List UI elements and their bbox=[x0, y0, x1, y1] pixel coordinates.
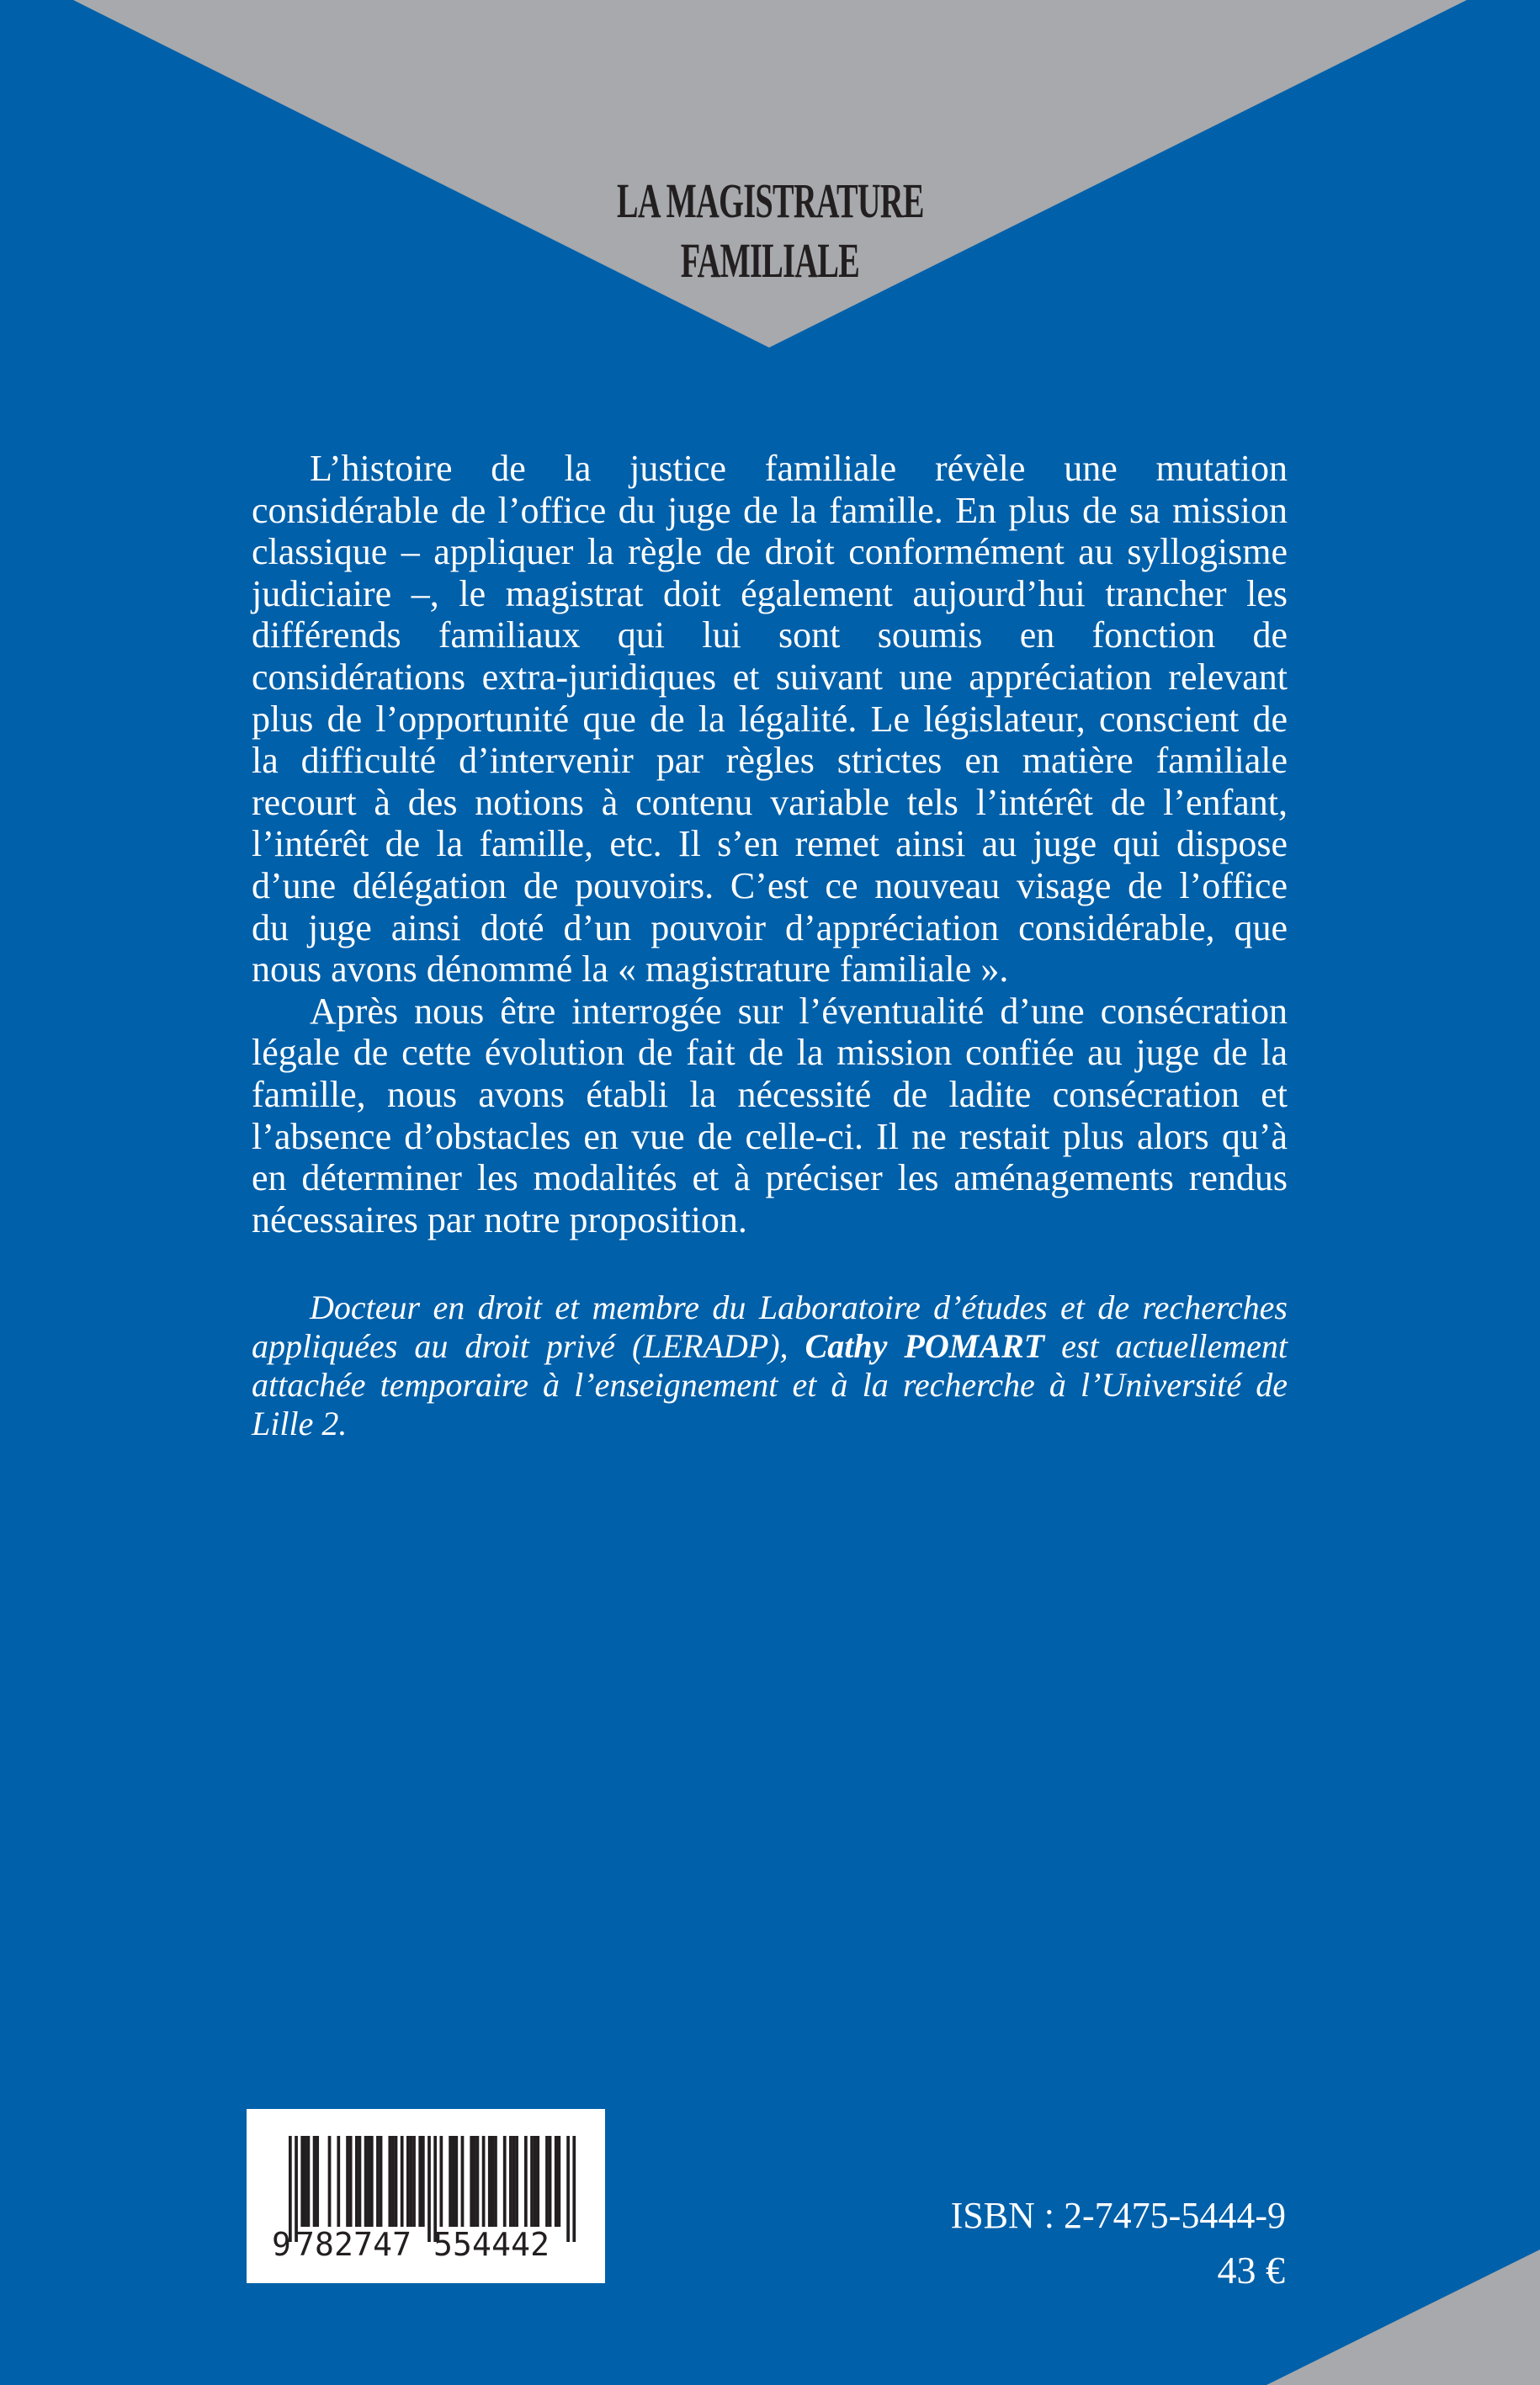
text-line: nous avons dénommé la « magistrature familiale ». bbox=[252, 948, 1009, 991]
text-line: considérations extra-juridiques et suivant une appréciation relevant bbox=[252, 656, 1288, 698]
text-line: nécessaires par notre proposition. bbox=[252, 1198, 747, 1240]
text-line: famille, nous avons établi la nécessité de ladite consécration et bbox=[252, 1073, 1288, 1115]
text-line: du juge ainsi doté d’un pouvoir d’appréciation considérable, que bbox=[252, 906, 1288, 948]
barcode-right-digits: 554442 bbox=[433, 2226, 550, 2263]
author-bio bbox=[252, 1288, 1288, 1443]
text-line: attachée temporaire à l’enseignement et à la recherche à l’Université de bbox=[252, 1366, 1288, 1404]
text-line: Docteur en droit et membre du Laboratoire d’études et de recherches bbox=[310, 1288, 1288, 1326]
text-line: l’absence d’obstacles en vue de celle-ci. Il ne restait plus alors qu’à bbox=[252, 1115, 1288, 1157]
text-fragment: appliquées au droit privé (LERADP), bbox=[252, 1327, 805, 1365]
text-line: l’intérêt de la famille, etc. Il s’en remet ainsi au juge qui dispose bbox=[252, 823, 1288, 865]
price-label: 43 € bbox=[1217, 2249, 1285, 2292]
book-title-line-2 bbox=[0, 233, 1540, 288]
text-line: Lille 2. bbox=[252, 1405, 348, 1442]
text-line: Après nous être interrogée sur l’éventualité d’une consécration bbox=[310, 990, 1288, 1032]
barcode-bars bbox=[247, 2109, 605, 2283]
title-text-1: LA MAGISTRATURE bbox=[616, 173, 924, 228]
barcode-first-digit: 9 bbox=[272, 2226, 291, 2263]
text-line: en déterminer les modalités et à préciser les aménagements rendus bbox=[252, 1157, 1288, 1199]
text-line: légale de cette évolution de fait de la mission confiée au juge de la bbox=[252, 1032, 1288, 1074]
text-fragment: est actuellement bbox=[1044, 1327, 1288, 1365]
text-line: plus de l’opportunité que de la légalité. Le législateur, conscient de bbox=[252, 698, 1288, 740]
book-title-line-1 bbox=[0, 173, 1540, 228]
ean-barcode bbox=[247, 2109, 605, 2283]
summary-paragraph-2 bbox=[252, 991, 1288, 1241]
author-name: Cathy POMART bbox=[805, 1327, 1045, 1365]
text-line: différends familiaux qui lui sont soumis en fonction de bbox=[252, 614, 1288, 656]
text-line: classique – appliquer la règle de droit conformément au syllogisme bbox=[252, 531, 1288, 573]
text-line bbox=[252, 1327, 1288, 1366]
isbn-number: ISBN : 2-7475-5444-9 bbox=[950, 2195, 1286, 2236]
text-line: d’une délégation de pouvoirs. C’est ce nouveau visage de l’office bbox=[252, 864, 1288, 906]
text-line: la difficulté d’intervenir par règles strictes en matière familiale bbox=[252, 740, 1288, 782]
text-line: considérable de l’office du juge de la famille. En plus de sa mission bbox=[252, 489, 1288, 531]
summary-paragraph-1 bbox=[252, 448, 1288, 991]
barcode-left-digits: 782747 bbox=[295, 2226, 412, 2263]
text-line: recourt à des notions à contenu variable tels l’intérêt de l’enfant, bbox=[252, 781, 1288, 823]
text-line: L’histoire de la justice familiale révèle une mutation bbox=[310, 448, 1288, 489]
title-text-2: FAMILIALE bbox=[680, 233, 860, 288]
summary-text bbox=[252, 448, 1288, 1240]
text-line: judiciaire –, le magistrat doit également aujourd’hui trancher les bbox=[252, 572, 1288, 614]
